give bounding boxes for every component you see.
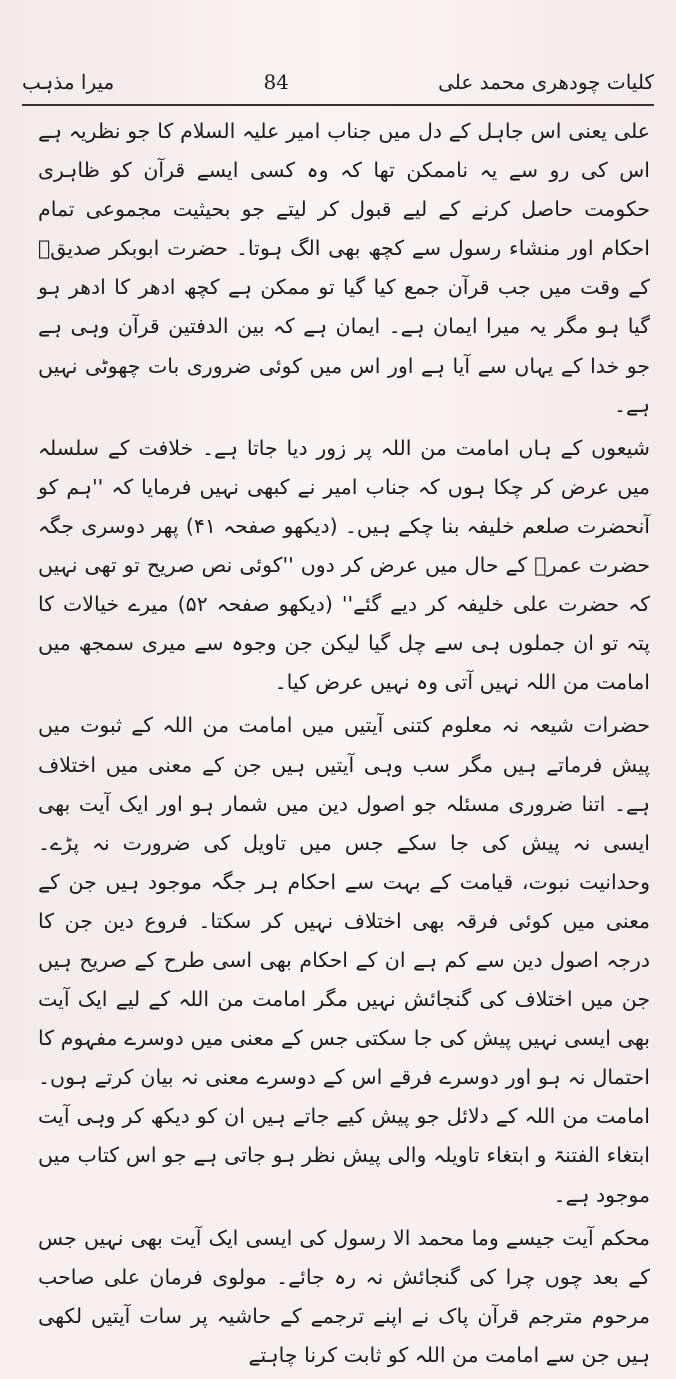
page-header (22, 62, 654, 102)
chapter-title: میرا مذہب (22, 70, 115, 94)
paragraph-1: علی یعنی اس جاہل کے دل میں جناب امیر علیہ السلام کا جو نظریہ ہے اس کی رو سے یہ ناممکن تھا کہ وہ کسی ایسے قرآن کو ظاہری حکومت حاصل کرنے کے لیے قبول کر لیتے جو بحیثیت مجموعی تمام احکام اور منشاء رسول سے کچھ بھی الگ ہوتا۔ حضرت ابوبکر صدیقؓ کے وقت میں جب قرآن جمع کیا گیا تو ممکن ہے کچھ ادھر کا ادھر ہو گیا ہو مگر یہ میرا ایمان ہے۔ ایمان ہے کہ بین الدفتین قرآن وہی ہے جو خدا کے یہاں سے آیا ہے اور اس میں کوئی ضروری بات چھوٹی نہیں ہے۔ (38, 119, 650, 417)
book-title: کلیات چودھری محمد علی (438, 70, 654, 94)
paragraph-4: محکم آیت جیسے وما محمد الا رسول کی ایسی ایک آیت بھی نہیں جس کے بعد چوں چرا کی گنجائش نہ رہ جائے۔ مولوی فرمان علی صاحب مرحوم مترجم قرآن پاک نے اپنے ترجمے کے حاشیہ پر سات آیتیں لکھی ہیں جن سے امامت من اللہ کو ثابت کرنا چاہتے (38, 1225, 650, 1367)
paragraph-2: شیعوں کے ہاں امامت من اللہ پر زور دیا جاتا ہے۔ خلافت کے سلسلہ میں عرض کر چکا ہوں کہ جناب امیر نے کبھی نہیں فرمایا کہ ''ہم کو آنحضرت صلعم خلیفہ بنا چکے ہیں۔ (دیکھو صفحہ ۴۱) پھر دوسری جگہ حضرت عمرؓ کے حال میں عرض کر دوں ''کوئی نص صریح تو تھی نہیں کہ حضرت علی خلیفہ کر دیے گئے'' (دیکھو صفحہ ۵۲) میرے خیالات کا پتہ تو ان جملوں ہی سے چل گیا لیکن جن وجوہ سے میری سمجھ میں امامت من اللہ نہیں آتی وہ نہیں عرض کیا۔ (38, 435, 650, 695)
page-number: 84 (263, 70, 289, 94)
paragraph-3: حضرات شیعہ نہ معلوم کتنی آیتیں میں امامت من اللہ کے ثبوت میں پیش فرماتے ہیں مگر سب وہی آیتیں ہیں جن کے معنی میں اختلاف ہے۔ اتنا ضروری مسئلہ جو اصول دین میں شمار ہو اور ایک آیت بھی ایسی نہ پیش کی جا سکے جس میں تاویل کی ضرورت نہ پڑے۔ وحدانیت نبوت، قیامت کے بہت سے احکام ہر جگہ موجود ہیں جن کے معنی میں کوئی فرقہ بھی اختلاف نہیں کر سکتا۔ فروع دین جن کا درجہ اصول دین سے کم ہے ان کے احکام بھی اسی طرح کے صریح ہیں جن میں اختلاف کی گنجائش نہیں مگر امامت من اللہ کے لیے ایک آیت بھی ایسی نہیں پیش کی جا سکتی جس کے معنی میں دوسرے مفہوم کا احتمال نہ ہو اور دوسرے فرقے اس کے دوسرے معنی نہ بیان کرتے ہوں۔ امامت من اللہ کے دلائل جو پیش کیے جاتے ہیں ان کو دیکھ کر وہی آیت ابتغاء الفتنۃ و ابتغاء تاویلہ والی پیش نظر ہو جاتی ہے جو اس کتاب میں موجود ہے۔ (38, 713, 650, 1207)
header-divider (22, 104, 654, 106)
page-body (38, 112, 650, 1379)
